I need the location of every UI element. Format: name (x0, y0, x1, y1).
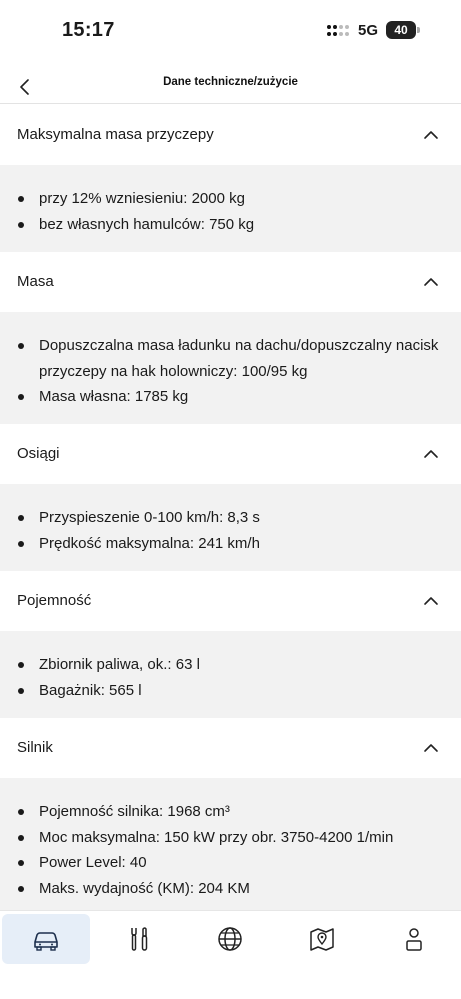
section-header[interactable] (0, 571, 461, 631)
list-item: Bagażnik: 565 l (16, 678, 445, 704)
list-item: Pojemność silnika: 1968 cm³ (16, 799, 445, 825)
list-item: Zbiornik paliwa, ok.: 63 l (16, 652, 445, 678)
section-header[interactable] (0, 252, 461, 312)
section-body (0, 312, 461, 424)
section-title: Silnik (17, 739, 53, 756)
chevron-up-icon (423, 274, 439, 290)
network-label: 5G (358, 22, 379, 39)
status-time: 15:17 (62, 19, 115, 41)
tools-icon (124, 924, 154, 954)
list-item: Prędkość maksymalna: 241 km/h (16, 531, 445, 557)
section-header[interactable] (0, 424, 461, 484)
chevron-up-icon (423, 740, 439, 756)
battery-level: 40 (386, 21, 416, 39)
list-item: przy 12% wzniesieniu: 2000 kg (16, 186, 445, 212)
list-item: Przyspieszenie 0-100 km/h: 8,3 s (16, 505, 445, 531)
chevron-up-icon (423, 446, 439, 462)
list-item: Moc maksymalna: 150 kW przy obr. 3750-4200 1/min (16, 825, 445, 851)
tab-service[interactable] (95, 914, 183, 964)
nav-header (0, 62, 461, 104)
section-capacity (0, 571, 461, 718)
car-icon (31, 924, 61, 954)
section-title: Masa (17, 273, 54, 290)
chevron-up-icon (423, 127, 439, 143)
list-item: bez własnych hamulców: 750 kg (16, 212, 445, 238)
section-performance (0, 424, 461, 571)
page-title: Dane techniczne/zużycie (163, 76, 298, 88)
list-item: Masa własna: 1785 kg (16, 384, 445, 410)
section-title: Pojemność (17, 592, 92, 609)
globe-icon (215, 924, 245, 954)
section-title: Osiągi (17, 445, 60, 462)
section-body (0, 165, 461, 252)
chevron-up-icon (423, 593, 439, 609)
spec-list (0, 105, 461, 938)
tab-profile[interactable] (370, 914, 458, 964)
tab-car[interactable] (2, 914, 90, 964)
battery-icon (386, 21, 420, 39)
section-title: Maksymalna masa przyczepy (17, 126, 214, 143)
tab-explore[interactable] (186, 914, 274, 964)
list-item: Maks. wydajność (KM): 204 KM (16, 876, 445, 902)
status-bar (0, 0, 461, 60)
list-item: Power Level: 40 (16, 850, 445, 876)
section-trailer-mass (0, 105, 461, 252)
list-item: Dopuszczalna masa ładunku na dachu/dopuszczalny nacisk przyczepy na hak holowniczy: 100/95 kg (16, 333, 445, 384)
section-body (0, 484, 461, 571)
tab-map[interactable] (278, 914, 366, 964)
section-body (0, 631, 461, 718)
section-header[interactable] (0, 718, 461, 778)
profile-icon (399, 924, 429, 954)
bottom-tab-bar (0, 910, 461, 999)
section-engine (0, 718, 461, 938)
signal-icon (327, 25, 349, 39)
map-icon (307, 924, 337, 954)
section-header[interactable] (0, 105, 461, 165)
section-mass (0, 252, 461, 424)
